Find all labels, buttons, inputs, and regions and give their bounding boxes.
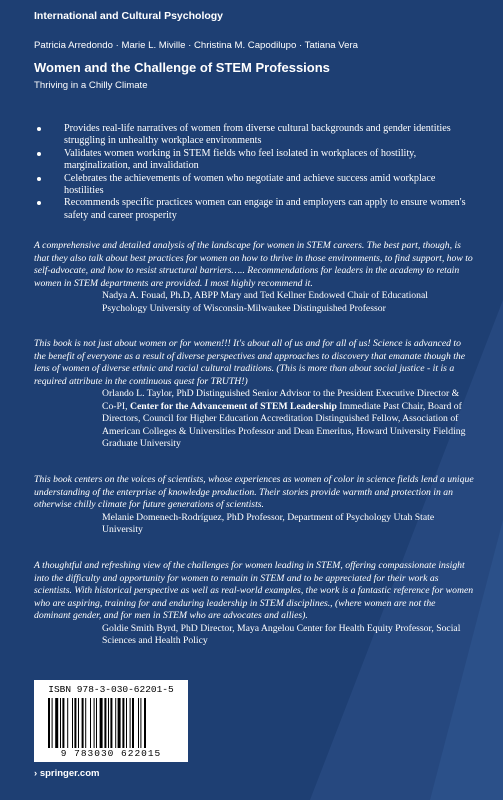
feature-list bbox=[34, 123, 474, 222]
review-attribution: Melanie Domenech-Rodríguez, PhD Professor, Department of Psychology Utah State University bbox=[102, 511, 435, 535]
bullet-icon bbox=[37, 177, 41, 181]
review-block bbox=[34, 474, 474, 537]
bullet-icon bbox=[37, 201, 41, 205]
feature-item: Provides real-life narratives of women from diverse cultural backgrounds and gender identities struggling in unhealthy workplace environments bbox=[34, 123, 474, 148]
review-quote: A thoughtful and refreshing view of the challenges for women leading in STEM, offering compassionate insight into the difficulty and opportunity for women to remain in STEM and to be appreciated for their work as scientists. With historical perspective as well as real-world examples, the work is a fantastic reference for women who are aspiring, training for and enduring leadership in STEM disciplines., (where women are not the dominant gender, and for men in STEM who are advocates and allies). bbox=[34, 560, 474, 621]
review-quote: This book centers on the voices of scientists, whose experiences as women of color in science fields lend a unique understanding of the enterprise of knowledge production. Their stories provide warmth and protection in an otherwise chilly climate for future generations of scientists. bbox=[34, 474, 474, 510]
series-name: International and Cultural Psychology bbox=[34, 10, 224, 22]
arrow-icon: › bbox=[34, 768, 40, 779]
review-block bbox=[34, 240, 474, 315]
review-block bbox=[34, 560, 474, 648]
barcode bbox=[34, 680, 188, 762]
bullet-icon bbox=[37, 127, 41, 131]
barcode-bars bbox=[48, 698, 178, 748]
review-block bbox=[34, 338, 474, 451]
feature-item: Celebrates the achievements of women who negotiate and achieve success amid workplace hostilities bbox=[34, 173, 474, 198]
review-quote: A comprehensive and detailed analysis of the landscape for women in STEM careers. The best part, though, is that they also talk about best practices for women on how to thrive in those environments, to find support, how to self-advocate, and how to resist structural barriers….. Recommendations for leaders in the academy to retain women in STEM departments are provided. I most highly recommend it. bbox=[34, 240, 473, 289]
review-attribution: Nadya A. Fouad, Ph.D, ABPP Mary and Ted Kellner Endowed Chair of Educational Psychology University of Wisconsin-Milwaukee Distinguished Professor bbox=[102, 290, 428, 314]
review-attribution: Orlando L. Taylor, PhD Distinguished Senior Advisor to the President Executive Director & Co-PI, Center for the Advancement of STEM Leadership Immediate Past Chair, Board of Directors, Council for Higher Education Accreditation Distinguished Fellow, Association of American Colleges & Universities Professor and Dean Emeritus, Howard University Fielding Graduate University bbox=[102, 388, 466, 449]
review-quote: This book is not just about women or for women!!! It's about all of us and for all of us! Science is advanced to the benefit of everyone as a result of diverse perspectives and approaches to discovery that emanate though the lens of women of diverse ethnic and racial cultural traditions. (This is more than about social justice - it is a required attribute in the continuous quest for TRUTH!) bbox=[34, 338, 466, 387]
publisher-website: › springer.com bbox=[34, 768, 100, 779]
feature-item: Recommends specific practices women can engage in and employers can apply to ensure women's safety and career prosperity bbox=[34, 197, 474, 222]
isbn-number: ISBN 978-3-030-62201-5 bbox=[48, 684, 174, 695]
book-title: Women and the Challenge of STEM Professions bbox=[34, 60, 330, 75]
bullet-icon bbox=[37, 152, 41, 156]
center-name: Center for the Advancement of STEM Leadership bbox=[130, 400, 337, 412]
review-attribution: Goldie Smith Byrd, PhD Director, Maya Angelou Center for Health Equity Professor, Social Sciences and Health Policy bbox=[102, 622, 461, 646]
book-subtitle: Thriving in a Chilly Climate bbox=[34, 80, 148, 91]
barcode-number: 9 783030 622015 bbox=[60, 748, 162, 759]
feature-item: Validates women working in STEM fields who feel isolated in workplaces of hostility, marginalization, and invalidation bbox=[34, 148, 474, 173]
author-list: Patricia Arredondo · Marie L. Miville · Christina M. Capodilupo · Tatiana Vera bbox=[34, 40, 359, 51]
